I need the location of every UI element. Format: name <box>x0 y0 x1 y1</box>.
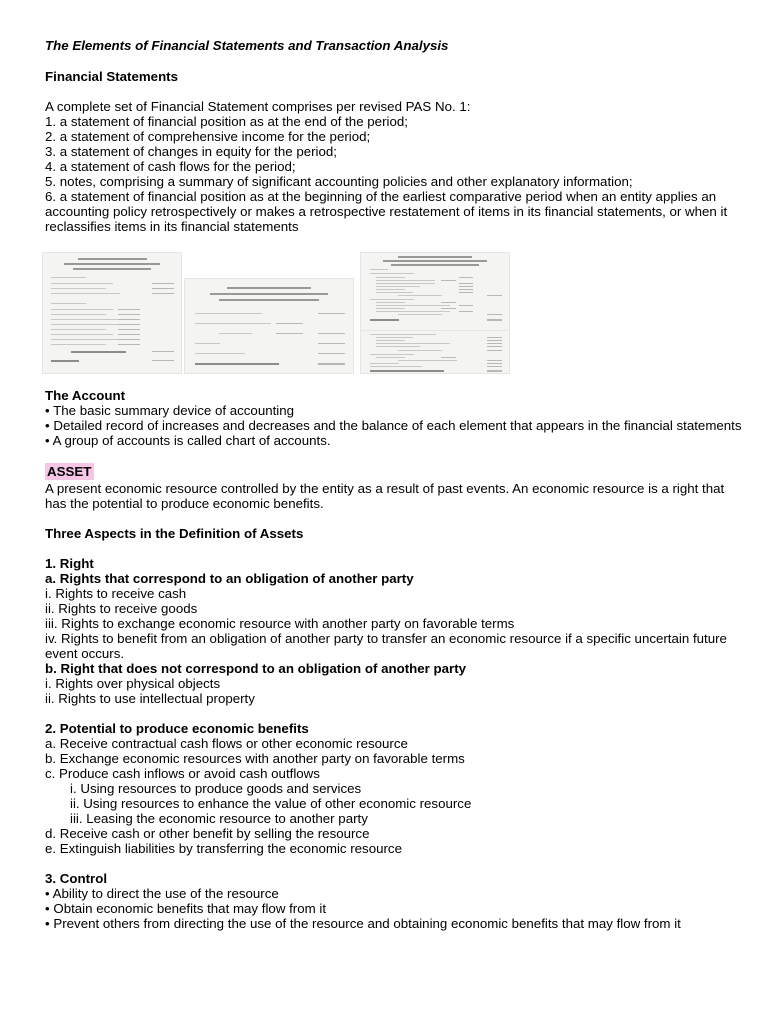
fs-item: 2. a statement of comprehensive income for the period; <box>45 129 371 144</box>
potential-sub-item: i. Using resources to produce goods and services <box>70 781 362 796</box>
right-b-item: ii. Rights to use intellectual property <box>45 691 255 706</box>
control-heading: 3. Control <box>45 871 108 886</box>
fs-item: 1. a statement of financial position as at the end of the period; <box>45 114 408 129</box>
control-item: • Prevent others from directing the use of the resource and obtaining economic benefits that may flow from it <box>45 916 681 931</box>
aspects-heading: Three Aspects in the Definition of Assets <box>45 526 304 541</box>
right-b-heading: b. Right that does not correspond to an obligation of another party <box>45 661 467 676</box>
document-title: The Elements of Financial Statements and Transaction Analysis <box>45 38 449 53</box>
potential-item: e. Extinguish liabilities by transferring the economic resource <box>45 841 402 856</box>
fs-item: 6. a statement of financial position as at the beginning of the earliest comparative period when an entity applies an accounting policy retrospectively or makes a retrospective restatement of items in its financial statements, or when it reclassifies items in its financial statements <box>45 189 728 234</box>
right-a-item: ii. Rights to receive goods <box>45 601 198 616</box>
fs-item: 3. a statement of changes in equity for the period; <box>45 144 337 159</box>
fs-item: 5. notes, comprising a summary of significant accounting policies and other explanatory information; <box>45 174 633 189</box>
statement-financial-position-image <box>360 252 510 334</box>
right-b-item: i. Rights over physical objects <box>45 676 221 691</box>
fs-item: 4. a statement of cash flows for the period; <box>45 159 296 174</box>
potential-heading: 2. Potential to produce economic benefits <box>45 721 309 736</box>
right-heading: 1. Right <box>45 556 94 571</box>
statement-changes-equity-image <box>184 278 354 374</box>
right-a-item: iii. Rights to exchange economic resource with another party on favorable terms <box>45 616 515 631</box>
right-a-item: i. Rights to receive cash <box>45 586 187 601</box>
right-a-heading: a. Rights that correspond to an obligation of another party <box>45 571 414 586</box>
potential-sub-item: ii. Using resources to enhance the value of other economic resource <box>70 796 472 811</box>
account-item: • Detailed record of increases and decreases and the balance of each element that appears in the financial statements <box>45 418 742 433</box>
right-a-item: iv. Rights to benefit from an obligation of another party to transfer an economic resource if a specific uncertain future event occurs. <box>45 631 727 661</box>
asset-definition: A present economic resource controlled by the entity as a result of past events. An economic resource is a right that has the potential to produce economic benefits. <box>45 481 725 511</box>
account-item: • The basic summary device of accounting <box>45 403 295 418</box>
potential-item: b. Exchange economic resources with another party on favorable terms <box>45 751 465 766</box>
asset-highlight-label: ASSET <box>45 463 94 480</box>
potential-sub-item: iii. Leasing the economic resource to another party <box>70 811 368 826</box>
control-item: • Ability to direct the use of the resource <box>45 886 279 901</box>
statement-liabilities-equity-image <box>360 330 510 374</box>
potential-item: a. Receive contractual cash flows or other economic resource <box>45 736 408 751</box>
control-item: • Obtain economic benefits that may flow from it <box>45 901 327 916</box>
potential-item: d. Receive cash or other benefit by selling the resource <box>45 826 370 841</box>
account-item: • A group of accounts is called chart of accounts. <box>45 433 331 448</box>
account-heading: The Account <box>45 388 126 403</box>
financial-statement-figures <box>42 252 748 378</box>
statement-comprehensive-income-image <box>42 252 182 374</box>
potential-item: c. Produce cash inflows or avoid cash outflows <box>45 766 320 781</box>
financial-statements-heading: Financial Statements <box>45 69 179 84</box>
fs-intro: A complete set of Financial Statement comprises per revised PAS No. 1: <box>45 99 471 114</box>
